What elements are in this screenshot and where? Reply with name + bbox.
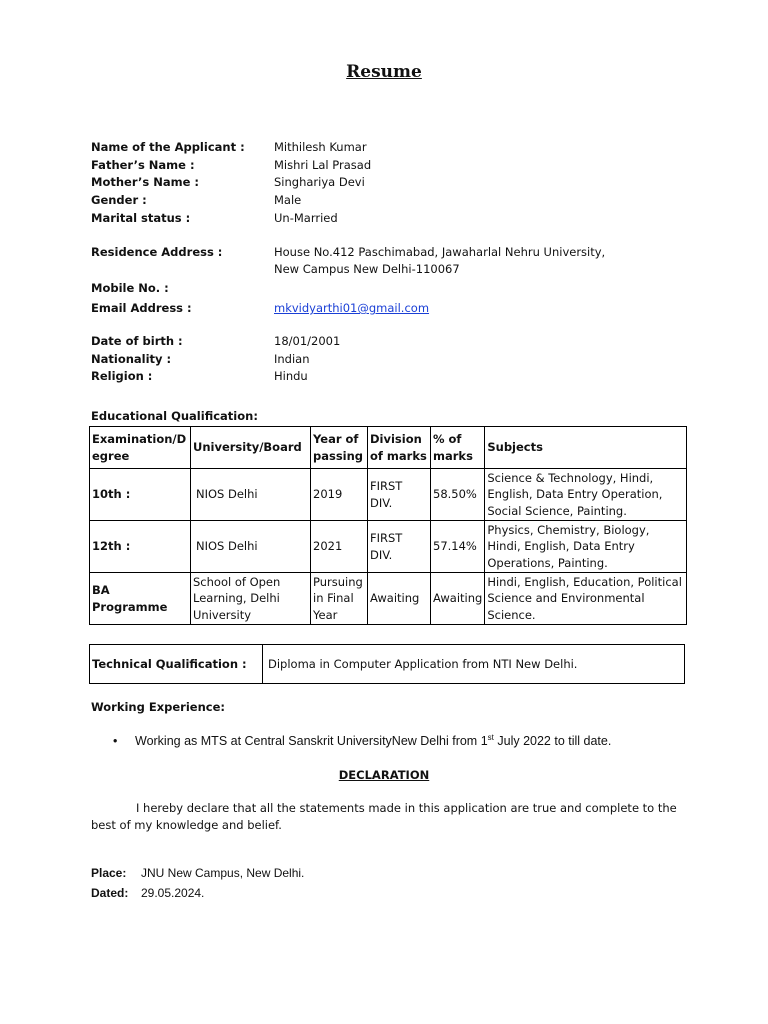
header-university: University/Board [191,427,311,469]
field-nationality [91,351,691,369]
cell-subjects: Hindi, English, Education, Political Science and Environmental Science. [485,573,687,625]
cell-board: NIOS Delhi [191,469,311,521]
technical-label: Technical Qualification : [90,645,263,684]
education-table [89,426,687,625]
field-value: Mishri Lal Prasad [274,157,372,172]
bullet-icon: • [113,734,118,749]
experience-text-start: Working as MTS at Central Sanskrit UniversityNew Delhi from 1 [135,734,488,749]
header-division: Division of marks [368,427,431,469]
table-row [90,521,687,573]
field-label: Religion : [91,369,153,384]
field-marital-status [91,210,691,228]
cell-exam: BA Programme [90,573,191,625]
cell-year: 2021 [311,521,368,573]
cell-year: Pursuing in Final Year [311,573,368,625]
field-name [91,139,691,157]
field-label: Mobile No. : [91,281,169,295]
address-block [91,244,691,279]
technical-table [89,644,685,684]
cell-division: FIRST DIV. [368,521,431,573]
cell-subjects: Physics, Chemistry, Biology, Hindi, English, Data Entry Operations, Painting. [485,521,687,573]
field-value [274,280,691,300]
cell-subjects: Science & Technology, Hindi, English, Data Entry Operation, Social Science, Painting. [485,469,687,521]
field-date-of-birth [91,333,691,351]
field-value: 18/01/2001 [274,334,341,348]
education-heading: Educational Qualification: [91,409,258,423]
experience-sup: st [487,733,494,742]
field-label: Gender : [91,193,147,208]
field-value: Indian [274,351,310,366]
address-line-2: New Campus New Delhi-110067 [274,262,460,276]
field-value: Un-Married [274,210,338,225]
date-line [91,886,204,900]
email-link[interactable]: mkvidyarthi01@gmail.com [274,301,430,315]
cell-exam: 12th : [90,521,191,573]
field-value: Male [274,193,302,208]
field-mother-name [91,174,691,192]
cell-percent: 58.50% [431,469,485,521]
table-header-row [90,427,687,469]
field-label: Date of birth : [91,334,183,348]
experience-heading: Working Experience: [91,700,225,714]
header-subjects: Subjects [485,427,687,469]
field-mobile [91,280,691,300]
field-value: Singhariya Devi [274,175,365,190]
date-label: Dated: [91,886,129,900]
declaration-text: I hereby declare that all the statements made in this application are true and complete to the best of my knowledge and belief. [91,801,677,832]
field-value: Mithilesh Kumar [274,140,367,154]
resume-title: Resume [346,62,422,82]
experience-item [113,733,611,748]
place-value: JNU New Campus, New Delhi. [141,866,305,880]
cell-division: FIRST DIV. [368,469,431,521]
table-row [90,469,687,521]
place-line [91,866,304,880]
declaration-heading: DECLARATION [338,768,430,782]
cell-percent: 57.14% [431,521,485,573]
table-row [90,573,687,625]
cell-year: 2019 [311,469,368,521]
field-email [91,300,691,318]
field-label: Email Address : [91,301,192,315]
cell-board: School of Open Learning, Delhi University [191,573,311,625]
field-residence-address [91,244,691,279]
field-label: Residence Address : [91,245,223,259]
experience-text-end: July 2022 to till date. [493,734,612,749]
header-examination: Examination/D egree [90,427,191,469]
contact-block [91,280,691,318]
table-row [90,645,685,684]
field-label: Nationality : [91,351,172,366]
address-value [274,244,691,279]
header-year: Year of passing [311,427,368,469]
field-religion [91,368,691,386]
field-value: Hindu [274,369,308,384]
date-value: 29.05.2024. [141,886,205,900]
field-label: Mother’s Name : [91,175,199,190]
cell-exam: 10th : [90,469,191,521]
other-details [91,333,691,386]
technical-value: Diploma in Computer Application from NTI New Delhi. [263,645,685,684]
personal-details [91,139,691,227]
field-label: Father’s Name : [91,157,195,172]
place-label: Place: [91,866,127,880]
cell-percent: Awaiting [431,573,485,625]
field-label: Name of the Applicant : [91,140,245,154]
address-line-1: House No.412 Paschimabad, Jawaharlal Nehru University, [274,245,606,259]
field-gender [91,192,691,210]
field-father-name [91,157,691,175]
cell-division: Awaiting [368,573,431,625]
field-label: Marital status : [91,210,191,225]
header-percent: % of marks [431,427,485,469]
cell-board: NIOS Delhi [191,521,311,573]
